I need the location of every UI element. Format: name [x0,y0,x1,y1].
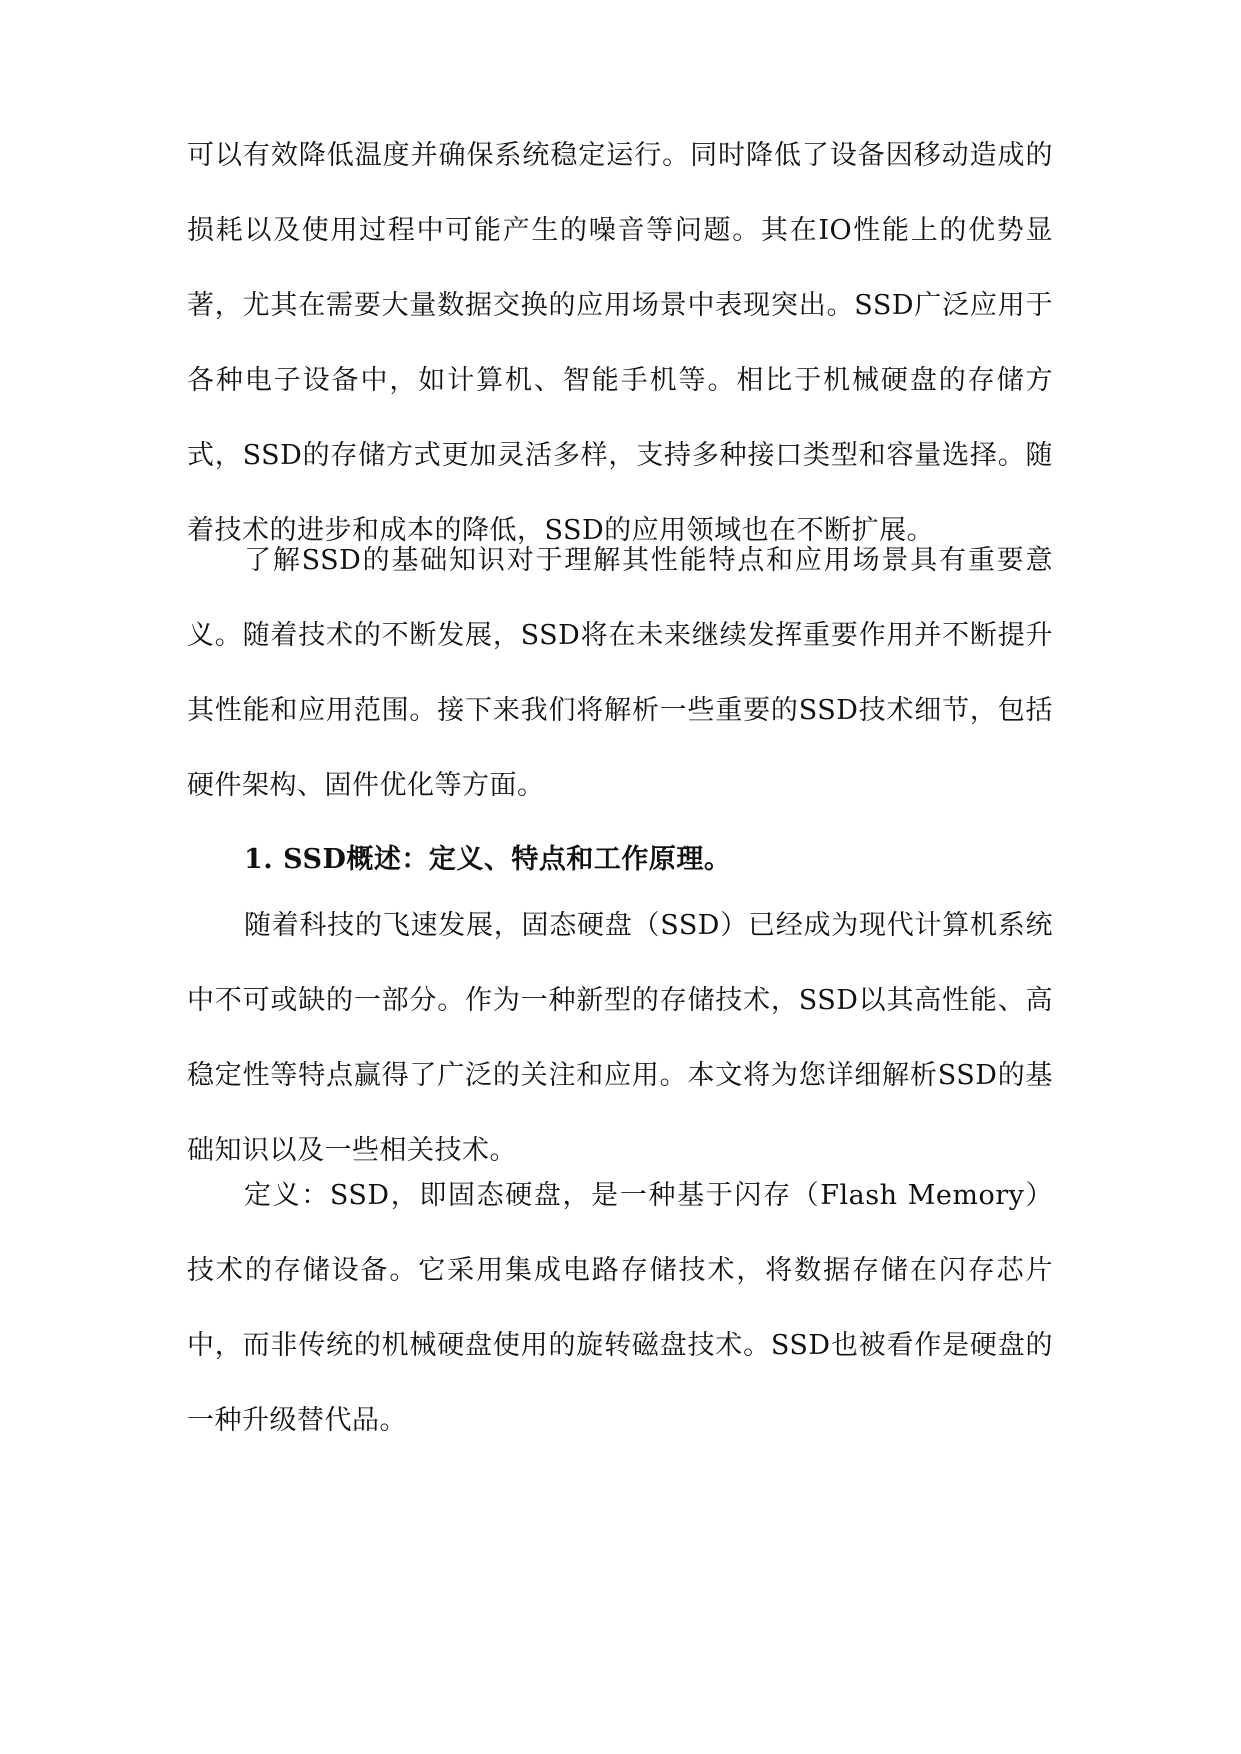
paragraph-ssd-definition: 定义：SSD，即固态硬盘，是一种基于闪存（Flash Memory）技术的存储设备。它采用集成电路存储技术，将数据存储在闪存芯片中，而非传统的机械硬盘使用的旋转磁盘技术。SSD也被看作是硬盘的一种升级替代品。 [187,1180,1053,1436]
paragraph-ssd-basics-importance: 了解SSD的基础知识对于理解其性能特点和应用场景具有重要意义。随着技术的不断发展，SSD将在未来继续发挥重要作用并不断提升其性能和应用范围。接下来我们将解析一些重要的SSD技术细节，包括硬件架构、固件优化等方面。 [187,545,1053,801]
paragraph-continued-ssd-advantages: 可以有效降低温度并确保系统稳定运行。同时降低了设备因移动造成的损耗以及使用过程中可能产生的噪音等问题。其在IO性能上的优势显著，尤其在需要大量数据交换的应用场景中表现突出。SSD广泛应用于各种电子设备中，如计算机、智能手机等。相比于机械硬盘的存储方式，SSD的存储方式更加灵活多样，支持多种接口类型和容量选择。随着技术的进步和成本的降低，SSD的应用领域也在不断扩展。 [187,140,1053,546]
paragraph-ssd-introduction: 随着科技的飞速发展，固态硬盘（SSD）已经成为现代计算机系统中不可或缺的一部分。作为一种新型的存储技术，SSD以其高性能、高稳定性等特点赢得了广泛的关注和应用。本文将为您详细解析SSD的基础知识以及一些相关技术。 [187,910,1053,1166]
section-heading-ssd-overview: 1. SSD概述：定义、特点和工作原理。 [244,844,732,875]
